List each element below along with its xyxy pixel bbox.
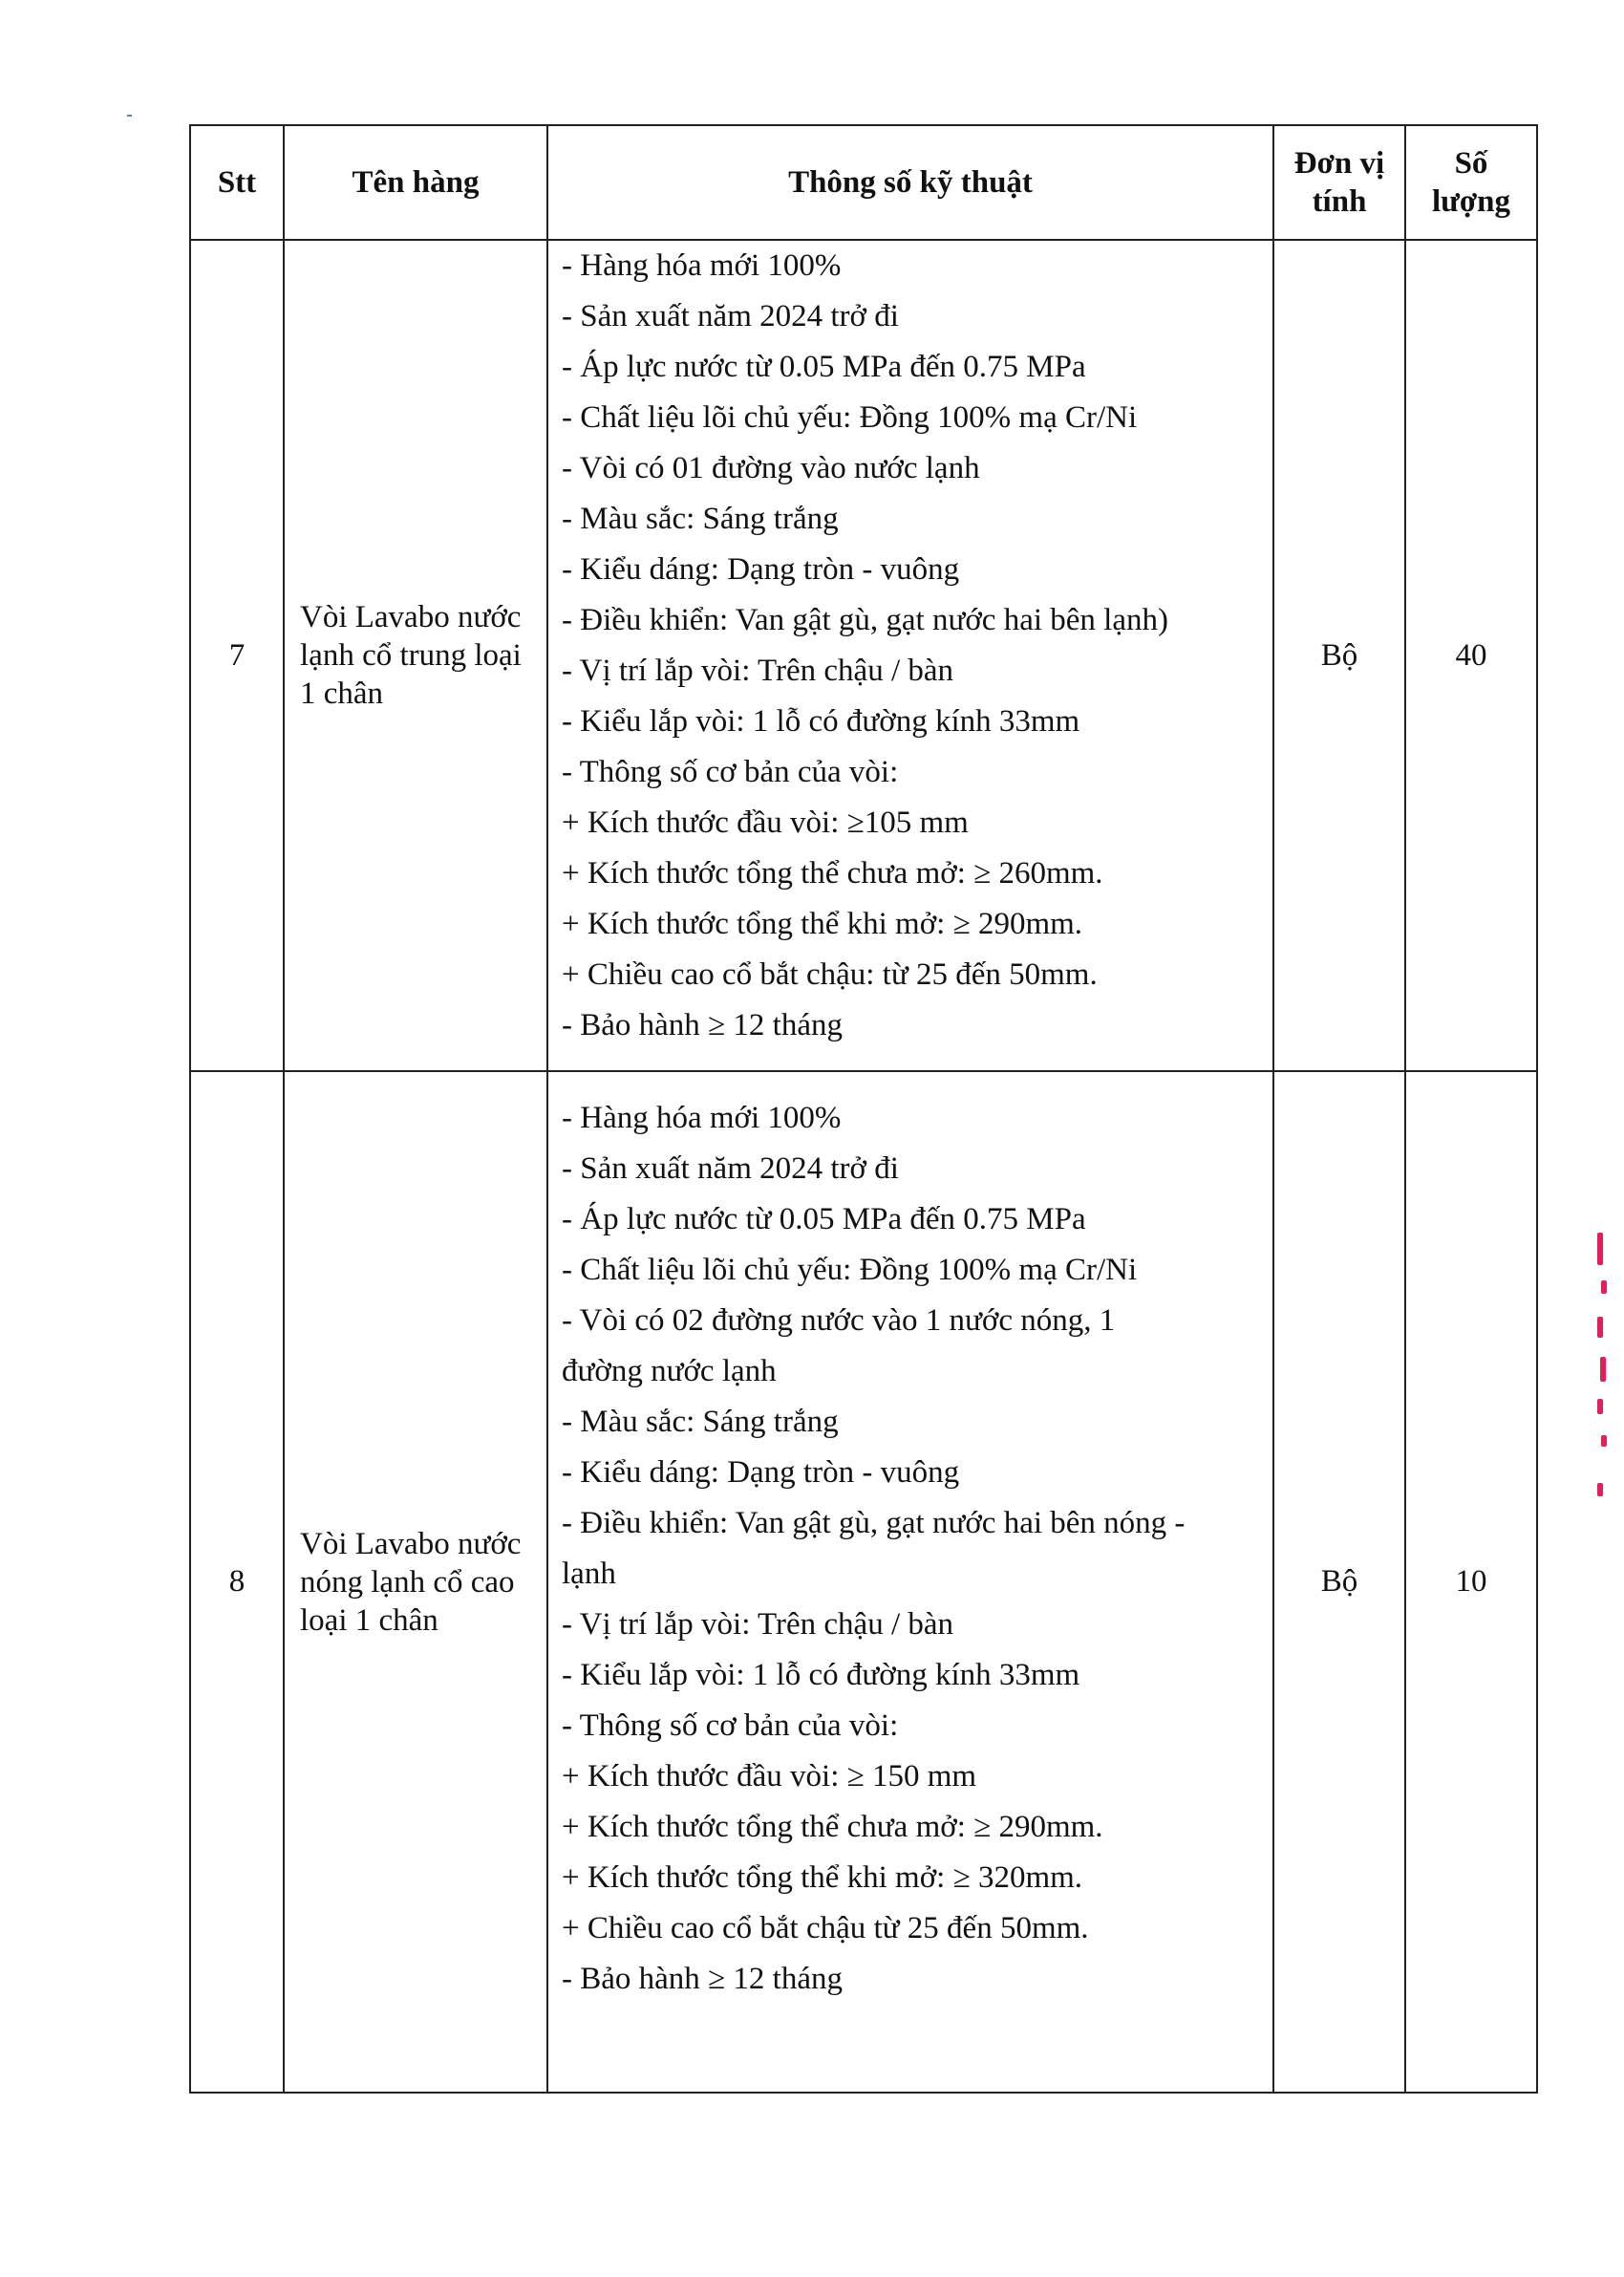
header-specs: Thông số kỹ thuật [547, 125, 1273, 240]
spec-line: - Sản xuất năm 2024 trở đi [562, 299, 899, 333]
row-quantity: 10 [1405, 1071, 1537, 2093]
spec-line: - Vị trí lắp vòi: Trên chậu / bàn [562, 1607, 954, 1642]
spec-line: - Chất liệu lõi chủ yếu: Đồng 100% mạ Cr/Ni [562, 1253, 1138, 1287]
spec-line: - Bảo hành ≥ 12 tháng [562, 1008, 843, 1042]
spec-line: lạnh [562, 1557, 616, 1591]
spec-line: - Vòi có 02 đường nước vào 1 nước nóng, 1 [562, 1303, 1116, 1338]
spec-line: + Kích thước tổng thể chưa mở: ≥ 260mm. [562, 856, 1103, 891]
header-qty-line2: lượng [1431, 184, 1511, 219]
spec-line: - Kiểu dáng: Dạng tròn - vuông [562, 1455, 960, 1490]
row-stt: 8 [190, 1071, 284, 2093]
spec-line: + Kích thước tổng thể khi mở: ≥ 290mm. [562, 907, 1083, 941]
spec-line: - Bảo hành ≥ 12 tháng [562, 1962, 843, 1996]
header-unit-line1: Đơn vị [1293, 146, 1385, 181]
header-row [190, 125, 1537, 240]
scan-dot [127, 115, 132, 117]
spec-line: - Chất liệu lõi chủ yếu: Đồng 100% mạ Cr/Ni [562, 400, 1138, 435]
header-unit-line2: tính [1312, 184, 1367, 219]
row-stt: 7 [190, 240, 284, 1071]
row-unit: Bộ [1273, 1071, 1405, 2093]
header-unit [1273, 125, 1405, 240]
spec-line: - Màu sắc: Sáng trắng [562, 502, 839, 536]
header-stt: Stt [190, 125, 284, 240]
spec-line: - Màu sắc: Sáng trắng [562, 1405, 839, 1439]
row-unit: Bộ [1273, 240, 1405, 1071]
spec-line: + Kích thước đầu vòi: ≥ 150 mm [562, 1759, 977, 1794]
spec-line: - Sản xuất năm 2024 trở đi [562, 1151, 899, 1186]
spec-line: đường nước lạnh [562, 1354, 777, 1388]
spec-line: - Kiểu lắp vòi: 1 lỗ có đường kính 33mm [562, 1658, 1080, 1692]
header-qty [1405, 125, 1537, 240]
row-product-name: Vòi Lavabo nước lạnh cổ trung loại 1 chân [284, 240, 547, 1071]
spec-line: - Điều khiển: Van gật gù, gạt nước hai bên nóng - [562, 1506, 1186, 1540]
spec-line: - Điều khiển: Van gật gù, gạt nước hai bên lạnh) [562, 603, 1168, 637]
spec-table [189, 124, 1538, 2094]
row-specs [547, 240, 1273, 1071]
row-specs [547, 1071, 1273, 2093]
table-row [190, 1071, 1537, 2093]
spec-line: - Hàng hóa mới 100% [562, 1101, 842, 1135]
table-row [190, 240, 1537, 1071]
spec-line: + Kích thước tổng thể khi mở: ≥ 320mm. [562, 1860, 1083, 1895]
header-qty-line1: Số [1454, 146, 1488, 181]
spec-line: - Vòi có 01 đường vào nước lạnh [562, 451, 980, 485]
spec-line: - Kiểu lắp vòi: 1 lỗ có đường kính 33mm [562, 704, 1080, 739]
spec-line: - Áp lực nước từ 0.05 MPa đến 0.75 MPa [562, 350, 1086, 384]
header-name: Tên hàng [284, 125, 547, 240]
spec-line: + Kích thước đầu vòi: ≥105 mm [562, 806, 969, 840]
spec-line: + Kích thước tổng thể chưa mở: ≥ 290mm. [562, 1810, 1103, 1844]
row-quantity: 40 [1405, 240, 1537, 1071]
spec-line: - Vị trí lắp vòi: Trên chậu / bàn [562, 654, 954, 688]
spec-line: + Chiều cao cổ bắt chậu: từ 25 đến 50mm. [562, 957, 1098, 992]
spec-line: - Thông số cơ bản của vòi: [562, 755, 899, 789]
row-product-name: Vòi Lavabo nước nóng lạnh cổ cao loại 1 chân [284, 1071, 547, 2093]
spec-line: - Áp lực nước từ 0.05 MPa đến 0.75 MPa [562, 1202, 1086, 1236]
spec-line: - Hàng hóa mới 100% [562, 248, 842, 283]
spec-line: + Chiều cao cổ bắt chậu từ 25 đến 50mm. [562, 1911, 1089, 1945]
spec-line: - Thông số cơ bản của vòi: [562, 1708, 899, 1743]
spec-line: - Kiểu dáng: Dạng tròn - vuông [562, 552, 960, 587]
